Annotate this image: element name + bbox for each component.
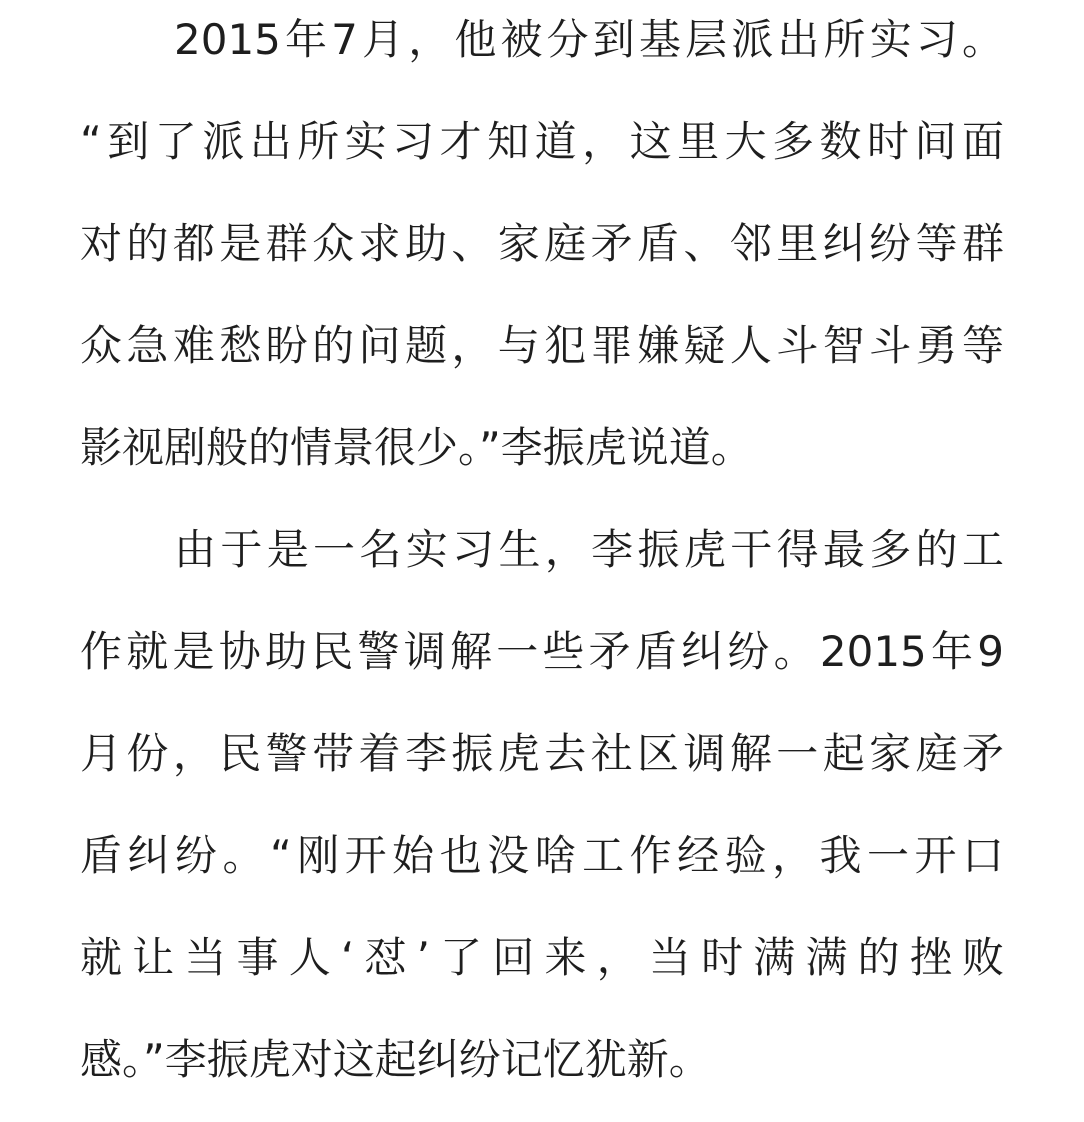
text-line: 感。”李振虎对这起纠纷记忆犹新。 (80, 1035, 711, 1084)
text-line: 由于是一名实习生，李振虎干得最多的工 (174, 525, 1004, 574)
text-line: 作就是协助民警调解一些矛盾纠纷。2015年9 (80, 627, 1004, 676)
text-line: 盾纠纷。“刚开始也没啥工作经验，我一开口 (80, 831, 1004, 880)
text-line: 2015年7月，他被分到基层派出所实习。 (174, 15, 1004, 64)
paragraph-mediation (80, 510, 1004, 1122)
paragraph-internship (80, 0, 1004, 510)
text-line: 就让当事人‘怼’了回来，当时满满的挫败 (80, 933, 1004, 982)
text-line: 影视剧般的情景很少。”李振虎说道。 (80, 423, 753, 472)
article-body (80, 0, 1004, 1122)
text-line: 对的都是群众求助、家庭矛盾、邻里纠纷等群 (80, 219, 1004, 268)
text-line: “到了派出所实习才知道，这里大多数时间面 (80, 117, 1004, 166)
text-line: 月份，民警带着李振虎去社区调解一起家庭矛 (80, 729, 1004, 778)
text-line: 众急难愁盼的问题，与犯罪嫌疑人斗智斗勇等 (80, 321, 1004, 370)
